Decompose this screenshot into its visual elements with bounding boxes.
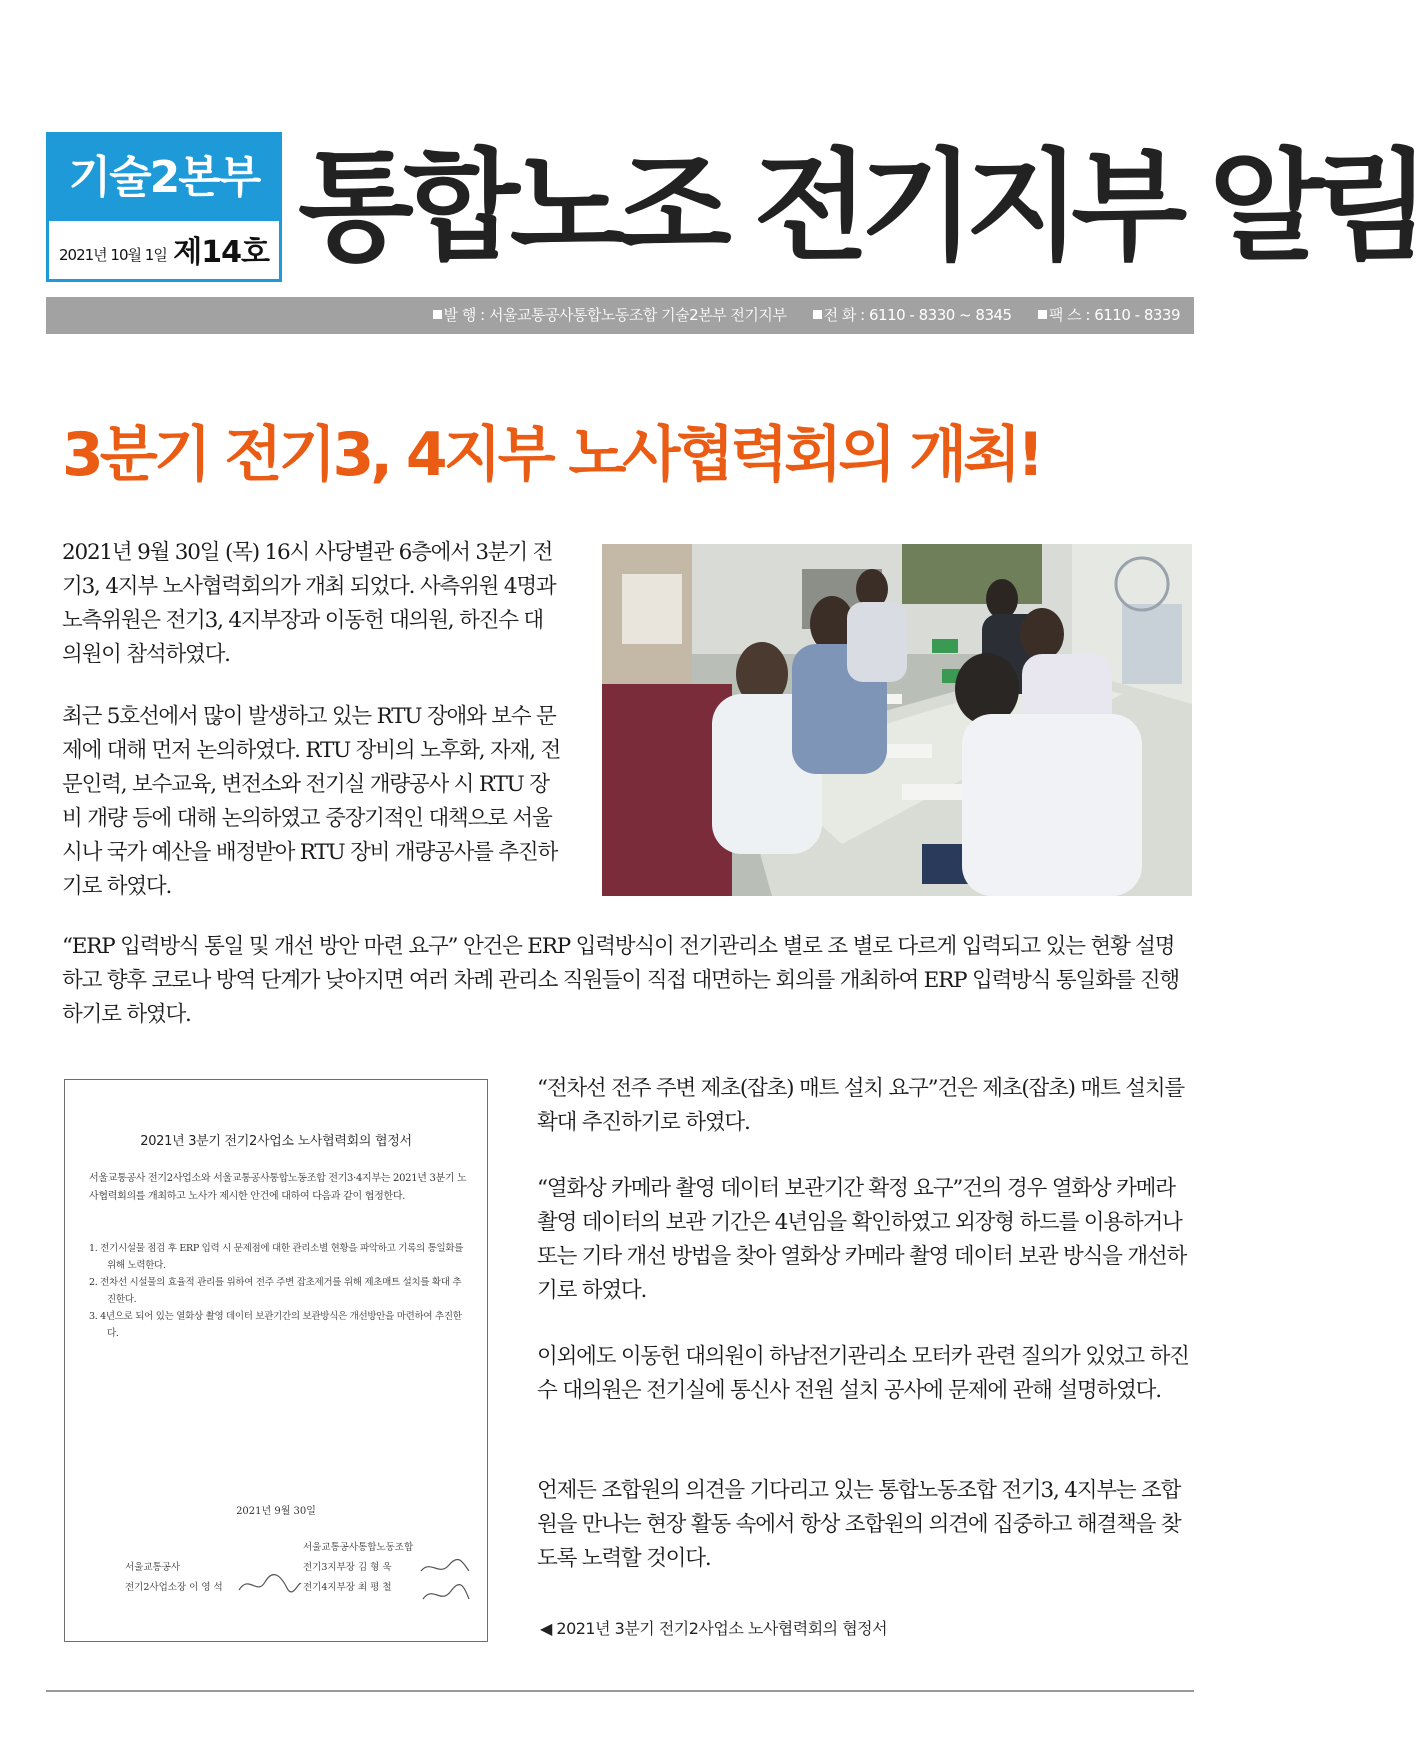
publisher-info-bar xyxy=(46,297,1194,334)
department-box xyxy=(46,132,282,282)
agreement-item: 3. 4년으로 되어 있는 열화상 촬영 데이터 보관기간의 보관방식은 개선방안을 마련하여 추진한다. xyxy=(89,1311,462,1339)
paragraph-rtu-discussion: 최근 5호선에서 많이 발생하고 있는 RTU 장애와 보수 문제에 대해 먼저 논의하였다. RTU 장비의 노후화, 자재, 전문인력, 보수교육, 변전소와 전기실 개량공사 시 RTU 장비 개량 등에 대해 논의하였고 중장기적인 대책으로 서울시나 국가 예산을 배정받아 RTU 장비 개량공사를 추진하기로 하였다. xyxy=(62,704,561,899)
issue-date: 2021년 10월 1일 xyxy=(59,246,167,264)
agreement-caption: ◀ 2021년 3분기 전기2사업소 노사협력회의 협정서 xyxy=(540,1619,888,1638)
agreement-items xyxy=(89,1240,469,1342)
fax-info: 팩 스 : 6110 - 8339 xyxy=(1038,306,1180,324)
square-bullet-icon xyxy=(433,310,442,319)
issue-number: 제14호 xyxy=(173,235,269,270)
agreement-document-image xyxy=(64,1079,488,1642)
newsletter-title: 통합노조 전기지부 알림 xyxy=(298,138,1421,277)
phone-info: 전 화 : 6110 - 8330 ~ 8345 xyxy=(813,306,1012,324)
meeting-photo-illustration xyxy=(602,544,1192,896)
agreement-title: 2021년 3분기 전기2사업소 노사협력회의 협정서 xyxy=(140,1134,412,1149)
square-bullet-icon xyxy=(813,310,822,319)
meeting-photo xyxy=(602,544,1192,896)
agreement-intro: 서울교통공사 전기2사업소와 서울교통공사통합노동조합 전기3·4지부는 2021년 3분기 노사협력회의를 개최하고 노사가 제시한 안건에 대하여 다음과 같이 협정한다. xyxy=(89,1173,467,1202)
paragraph-closing: 언제든 조합원의 의견을 기다리고 있는 통합노동조합 전기3, 4지부는 조합원을 만나는 현장 활동 속에서 항상 조합원의 의견에 집중하고 해결책을 찾도록 노력할 것이다. xyxy=(537,1478,1181,1571)
bottom-divider xyxy=(46,1690,1194,1692)
agreement-union-signatories: 서울교통공사통합노동조합 전기3지부장 김 형 욱 전기4지부장 최 평 철 xyxy=(303,1542,414,1593)
publisher-info: 발 행 : 서울교통공사통합노동조합 기술2본부 전기지부 xyxy=(433,306,787,324)
agreement-company-signatory: 서울교통공사 전기2사업소장 이 영 석 xyxy=(125,1562,223,1593)
signature-mark xyxy=(235,1570,305,1600)
paragraph-other-questions: 이외에도 이동헌 대의원이 하남전기관리소 모터카 관련 질의가 있었고 하진수 대의원은 전기실에 통신사 전원 설치 공사에 문제에 관해 설명하였다. xyxy=(537,1344,1189,1403)
article-headline: 3분기 전기3, 4지부 노사협력회의 개최! xyxy=(62,420,1041,490)
agreement-item: 2. 전차선 시설물의 효율적 관리를 위하여 전주 주변 잡초제거를 위해 제초매트 설치를 확대 추진한다. xyxy=(89,1277,462,1305)
paragraph-meeting-overview: 2021년 9월 30일 (목) 16시 사당별관 6층에서 3분기 전기3, 4지부 노사협력회의가 개최 되었다. 사측위원 4명과 노측위원은 전기3, 4지부장과 이동헌 대의원, 하진수 대의원이 참석하였다. xyxy=(62,540,556,667)
paragraph-thermal-camera-agenda: “열화상 카메라 촬영 데이터 보관기간 확정 요구”건의 경우 열화상 카메라 촬영 데이터의 보관 기간은 4년임을 확인하였고 외장형 하드를 이용하거나 또는 기타 개선 방법을 찾아 열화상 카메라 촬영 데이터 보관 방식을 개선하기로 하였다. xyxy=(537,1176,1187,1303)
agreement-date: 2021년 9월 30일 xyxy=(236,1506,316,1517)
department-name: 기술2본부 xyxy=(49,135,279,221)
square-bullet-icon xyxy=(1038,310,1047,319)
paragraph-weed-mat-agenda: “전차선 전주 주변 제초(잡초) 매트 설치 요구”건은 제초(잡초) 매트 설치를 확대 추진하기로 하였다. xyxy=(537,1076,1184,1135)
paragraph-erp-agenda: “ERP 입력방식 통일 및 개선 방안 마련 요구” 안건은 ERP 입력방식이 전기관리소 별로 조 별로 다르게 입력되고 있는 현황 설명하고 향후 코로나 방역 단계가 낮아지면 여러 차례 관리소 직원들이 직접 대면하는 회의를 개최하여 ERP 입력방식 통일화를 진행하기로 하였다. xyxy=(62,934,1179,1027)
signature-mark xyxy=(415,1555,475,1615)
agreement-item: 1. 전기시설물 점검 후 ERP 입력 시 문제점에 대한 관리소별 현황을 파악하고 기록의 통일화를 위해 노력한다. xyxy=(89,1243,464,1271)
